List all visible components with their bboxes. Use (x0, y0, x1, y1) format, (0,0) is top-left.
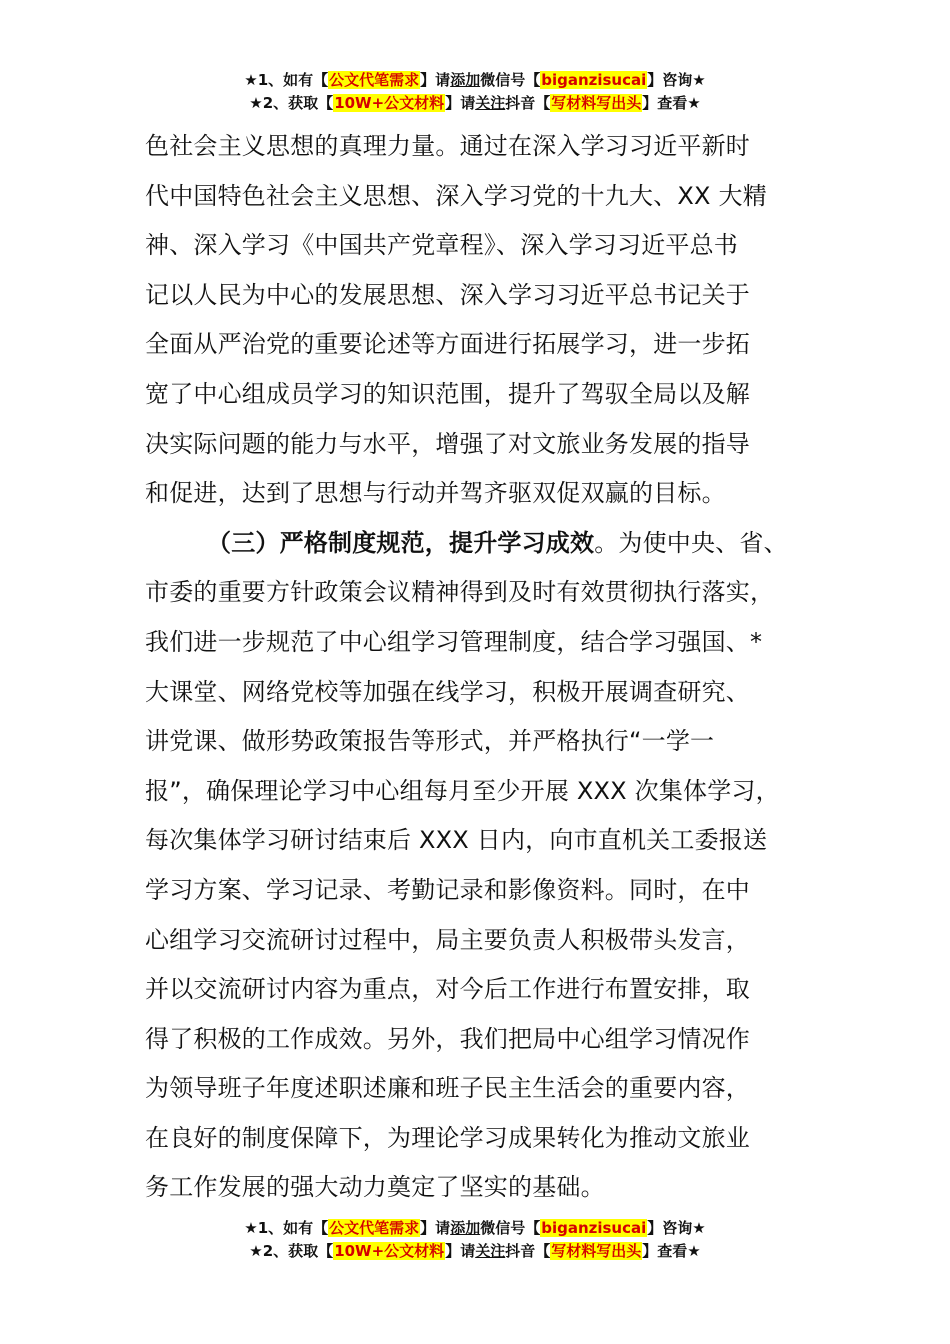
body-line: 大课堂、网络党校等加强在线学习，积极开展调查研究、 (145, 677, 750, 706)
body-line: 并以交流研讨内容为重点，对今后工作进行布置安排，取 (145, 975, 750, 1004)
body-line: 心组学习交流研讨过程中，局主要负责人积极带头发言， (145, 925, 750, 954)
banner-text: 微信号【 (480, 1219, 541, 1237)
banner-text: ★1、如有【 (244, 1219, 329, 1237)
body-line: 代中国特色社会主义思想、深入学习党的十九大、XX 大精 (145, 181, 767, 210)
body-line: 和促进，达到了思想与行动并驾齐驱双促双赢的目标。 (145, 479, 726, 508)
banner-text: ★1、如有【 (244, 71, 329, 89)
body-line: 我们进一步规范了中心组学习管理制度，结合学习强国、* (145, 627, 763, 656)
body-line: 宽了中心组成员学习的知识范围，提升了驾驭全局以及解 (145, 379, 750, 408)
body-line: 务工作发展的强大动力奠定了坚实的基础。 (145, 1173, 605, 1202)
banner-line-2 (0, 1240, 950, 1263)
body-line: 每次集体学习研讨结束后 XXX 日内，向市直机关工委报送 (145, 826, 768, 855)
banner-text: 】请 (420, 1219, 451, 1237)
banner-text: 抖音【 (505, 1242, 551, 1260)
body-line: 色社会主义思想的真理力量。通过在深入学习习近平新时 (145, 132, 750, 160)
banner-text: 】咨询★ (647, 1219, 706, 1237)
highlight-douyin-account: 写材料写出头 (551, 94, 642, 112)
banner-line-1 (0, 69, 950, 92)
body-line: 神、深入学习《中国共产党章程》、深入学习习近平总书 (145, 231, 738, 260)
banner-text: 】查看★ (642, 94, 701, 112)
body-line: 决实际问题的能力与水平，增强了对文旅业务发展的指导 (145, 429, 750, 458)
banner-text: 抖音【 (505, 94, 551, 112)
section-first-line (145, 519, 825, 569)
highlight-service: 公文代笔需求 (329, 71, 420, 89)
highlight-wechat-id: biganzisucai (541, 71, 647, 89)
banner-text: 】查看★ (642, 1242, 701, 1260)
body-line: 为领导班子年度述职述廉和班子民主生活会的重要内容， (145, 1074, 750, 1103)
highlight-service: 公文代笔需求 (329, 1219, 420, 1237)
banner-text: 】咨询★ (647, 71, 706, 89)
body-line: 得了积极的工作成效。另外，我们把局中心组学习情况作 (145, 1024, 750, 1053)
highlight-materials: 10W+公文材料 (334, 1242, 445, 1260)
body-line: 报”，确保理论学习中心组每月至少开展 XXX 次集体学习， (145, 776, 780, 805)
banner-text: 微信号【 (480, 71, 541, 89)
banner-text: 】请 (420, 71, 451, 89)
section-first-rest: 。为使中央、省、 (594, 528, 788, 557)
document-body (145, 122, 825, 1213)
body-line: 市委的重要方针政策会议精神得到及时有效贯彻执行落实， (145, 578, 775, 607)
underlined-add: 添加 (450, 1219, 481, 1237)
banner-text: 】请 (445, 94, 476, 112)
banner-text: 】请 (445, 1242, 476, 1260)
body-line: 在良好的制度保障下，为理论学习成果转化为推动文旅业 (145, 1123, 750, 1152)
underlined-add: 添加 (450, 71, 481, 89)
body-line: 记以人民为中心的发展思想、深入学习习近平总书记关于 (145, 280, 750, 309)
top-banner (0, 69, 950, 115)
section-heading: （三）严格制度规范，提升学习成效 (207, 528, 595, 557)
body-line: 讲党课、做形势政策报告等形式，并严格执行“一学一 (145, 727, 715, 756)
banner-line-2 (0, 92, 950, 115)
banner-text: ★2、获取【 (249, 1242, 334, 1260)
bottom-banner (0, 1217, 950, 1263)
highlight-materials: 10W+公文材料 (334, 94, 445, 112)
banner-line-1 (0, 1217, 950, 1240)
body-line: 学习方案、学习记录、考勤记录和影像资料。同时，在中 (145, 875, 750, 904)
underlined-follow: 关注 (475, 1242, 506, 1260)
body-line: 全面从严治党的重要论述等方面进行拓展学习，进一步拓 (145, 330, 750, 359)
underlined-follow: 关注 (475, 94, 506, 112)
banner-text: ★2、获取【 (249, 94, 334, 112)
highlight-douyin-account: 写材料写出头 (551, 1242, 642, 1260)
highlight-wechat-id: biganzisucai (541, 1219, 647, 1237)
